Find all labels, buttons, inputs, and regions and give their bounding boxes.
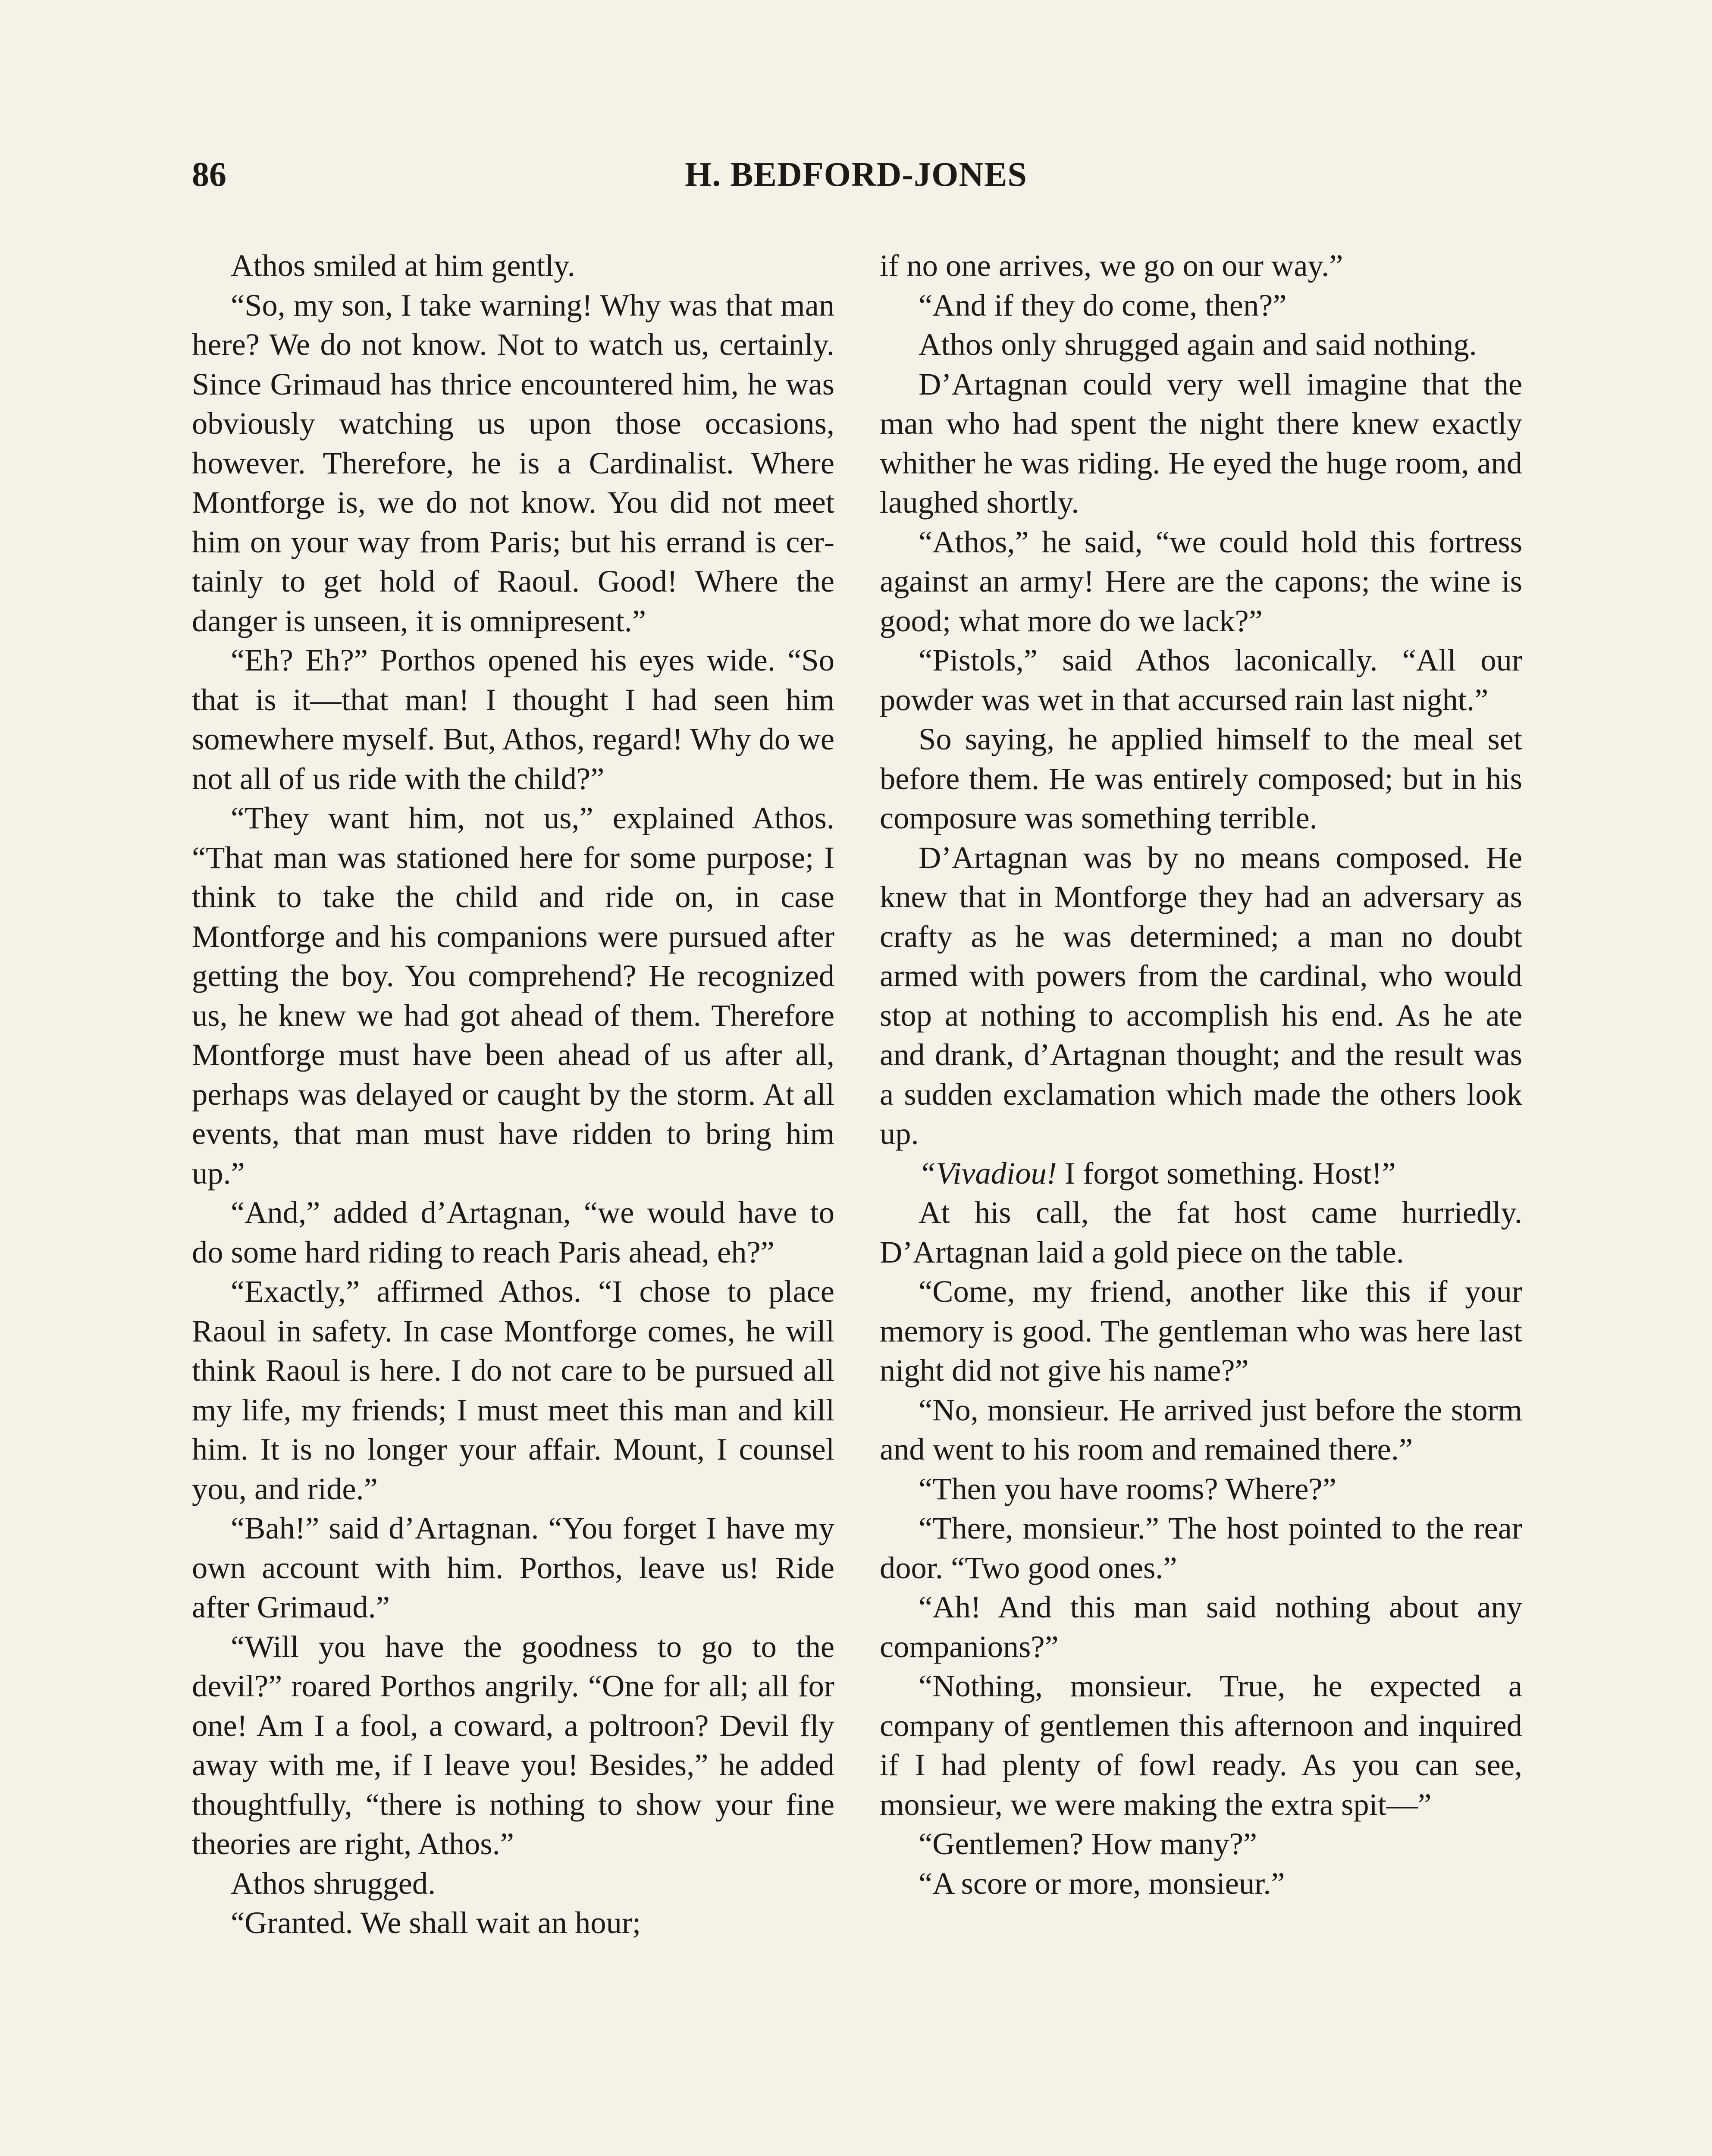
right-column <box>880 246 1522 1903</box>
paragraph: “Gentlemen? How many?” <box>919 1826 1257 1861</box>
paragraph <box>880 1153 1522 1193</box>
paragraph: “Pistols,” said Athos laconically. “All our powder was wet in that accursed rain last night.” <box>880 642 1522 717</box>
page-number: 86 <box>192 156 226 194</box>
paragraph: Athos only shrugged again and said nothing. <box>919 327 1477 362</box>
paragraph: D’Artagnan could very well imagine that the man who had spent the night there knew exactly whither he was riding. He eyed the huge room, and laughed shortly. <box>880 366 1522 520</box>
paragraph: “Bah!” said d’Artagnan. “You forget I have my own account with him. Porthos, leave us! Ride after Grimaud.” <box>192 1510 834 1624</box>
paragraph-continuation: if no one arrives, we go on our way.” <box>880 248 1343 283</box>
paragraph: “No, monsieur. He arrived just before the storm and went to his room and remained there.” <box>880 1392 1522 1467</box>
paragraph: At his call, the fat host came hurriedly. D’Artagnan laid a gold piece on the table. <box>880 1195 1522 1269</box>
paragraph: “Come, my friend, another like this if your memory is good. The gentleman who was here last night did not give his name?” <box>880 1274 1522 1388</box>
paragraph: So saying, he applied himself to the meal set before them. He was entirely composed; but in his composure was something terrible. <box>880 721 1522 835</box>
paragraph: Athos shrugged. <box>231 1865 436 1901</box>
paragraph: “Eh? Eh?” Porthos opened his eyes wide. “So that is it—that man! I thought I had seen him somewhere myself. But, Athos, regard! Why do we not all of us ride with the child?” <box>192 642 834 796</box>
left-column <box>192 246 834 1943</box>
paragraph: Athos smiled at him gently. <box>231 248 575 283</box>
paragraph: “Then you have rooms? Where?” <box>919 1471 1336 1506</box>
paragraph: “There, monsieur.” The host pointed to the rear door. “Two good ones.” <box>880 1510 1522 1585</box>
paragraph: “Nothing, monsieur. True, he expected a company of gentlemen this afternoon and inquired if I had plenty of fowl ready. As you can see, monsieur, we were making the extra spit—” <box>880 1668 1522 1822</box>
paragraph: “Athos,” he said, “we could hold this fortress against an army! Here are the capons; the wine is good; what more do we lack?” <box>880 524 1522 638</box>
paragraph: “Granted. We shall wait an hour; <box>231 1905 641 1940</box>
paragraph-text: I forgot something. Host!” <box>1057 1155 1396 1191</box>
paragraph: “So, my son, I take warning! Why was that man here? We do not know. Not to watch us, certainly. Since Grimaud has thrice encountered him, he was obviously watching us upon those occasions, however. Therefore, he is a Cardinalist. Where Montforge is, we do not know. You did not meet him on your way from Paris; but his errand is certainly to get hold of Raoul. Good! Where the danger is unseen, it is omnipresent.” <box>192 287 834 638</box>
paragraph: “Will you have the goodness to go to the devil?” roared Porthos angrily. “One for all; all for one! Am I a fool, a coward, a poltroon? Devil fly away with me, if I leave you! Besides,” he added thoughtfully, “there is nothing to show your fine theories are right, Athos.” <box>192 1629 834 1861</box>
exclamation-italic: “Vivadiou! <box>919 1155 1057 1191</box>
paragraph: “They want him, not us,” explained Athos. “That man was stationed here for some purpose; I think to take the child and ride on, in case Montforge and his companions were pursued after getting the boy. You comprehend? He recognized us, he knew we had got ahead of them. Therefore Montforge must have been ahead of us after all, perhaps was delayed or caught by the storm. At all events, that man must have ridden to bring him up.” <box>192 800 834 1191</box>
paragraph: “And,” added d’Artagnan, “we would have to do some hard riding to reach Paris ahead, eh?” <box>192 1195 834 1269</box>
paragraph: “Exactly,” affirmed Athos. “I chose to place Raoul in safety. In case Montforge comes, he will think Raoul is here. I do not care to be pursued all my life, my friends; I must meet this man and kill him. It is no longer your affair. Mount, I counsel you, and ride.” <box>192 1274 834 1506</box>
paragraph: “And if they do come, then?” <box>919 287 1287 323</box>
paragraph: “A score or more, monsieur.” <box>919 1865 1285 1901</box>
paragraph: “Ah! And this man said nothing about any companions?” <box>880 1589 1522 1664</box>
running-head: H. BEDFORD-JONES <box>685 156 1027 194</box>
paragraph: D’Artagnan was by no means composed. He knew that in Montforge they had an adversary as crafty as he was determined; a man no doubt armed with powers from the cardinal, who would stop at nothing to accomplish his end. As he ate and drank, d’Artagnan thought; and the result was a sudden exclamation which made the others look up. <box>880 840 1522 1151</box>
